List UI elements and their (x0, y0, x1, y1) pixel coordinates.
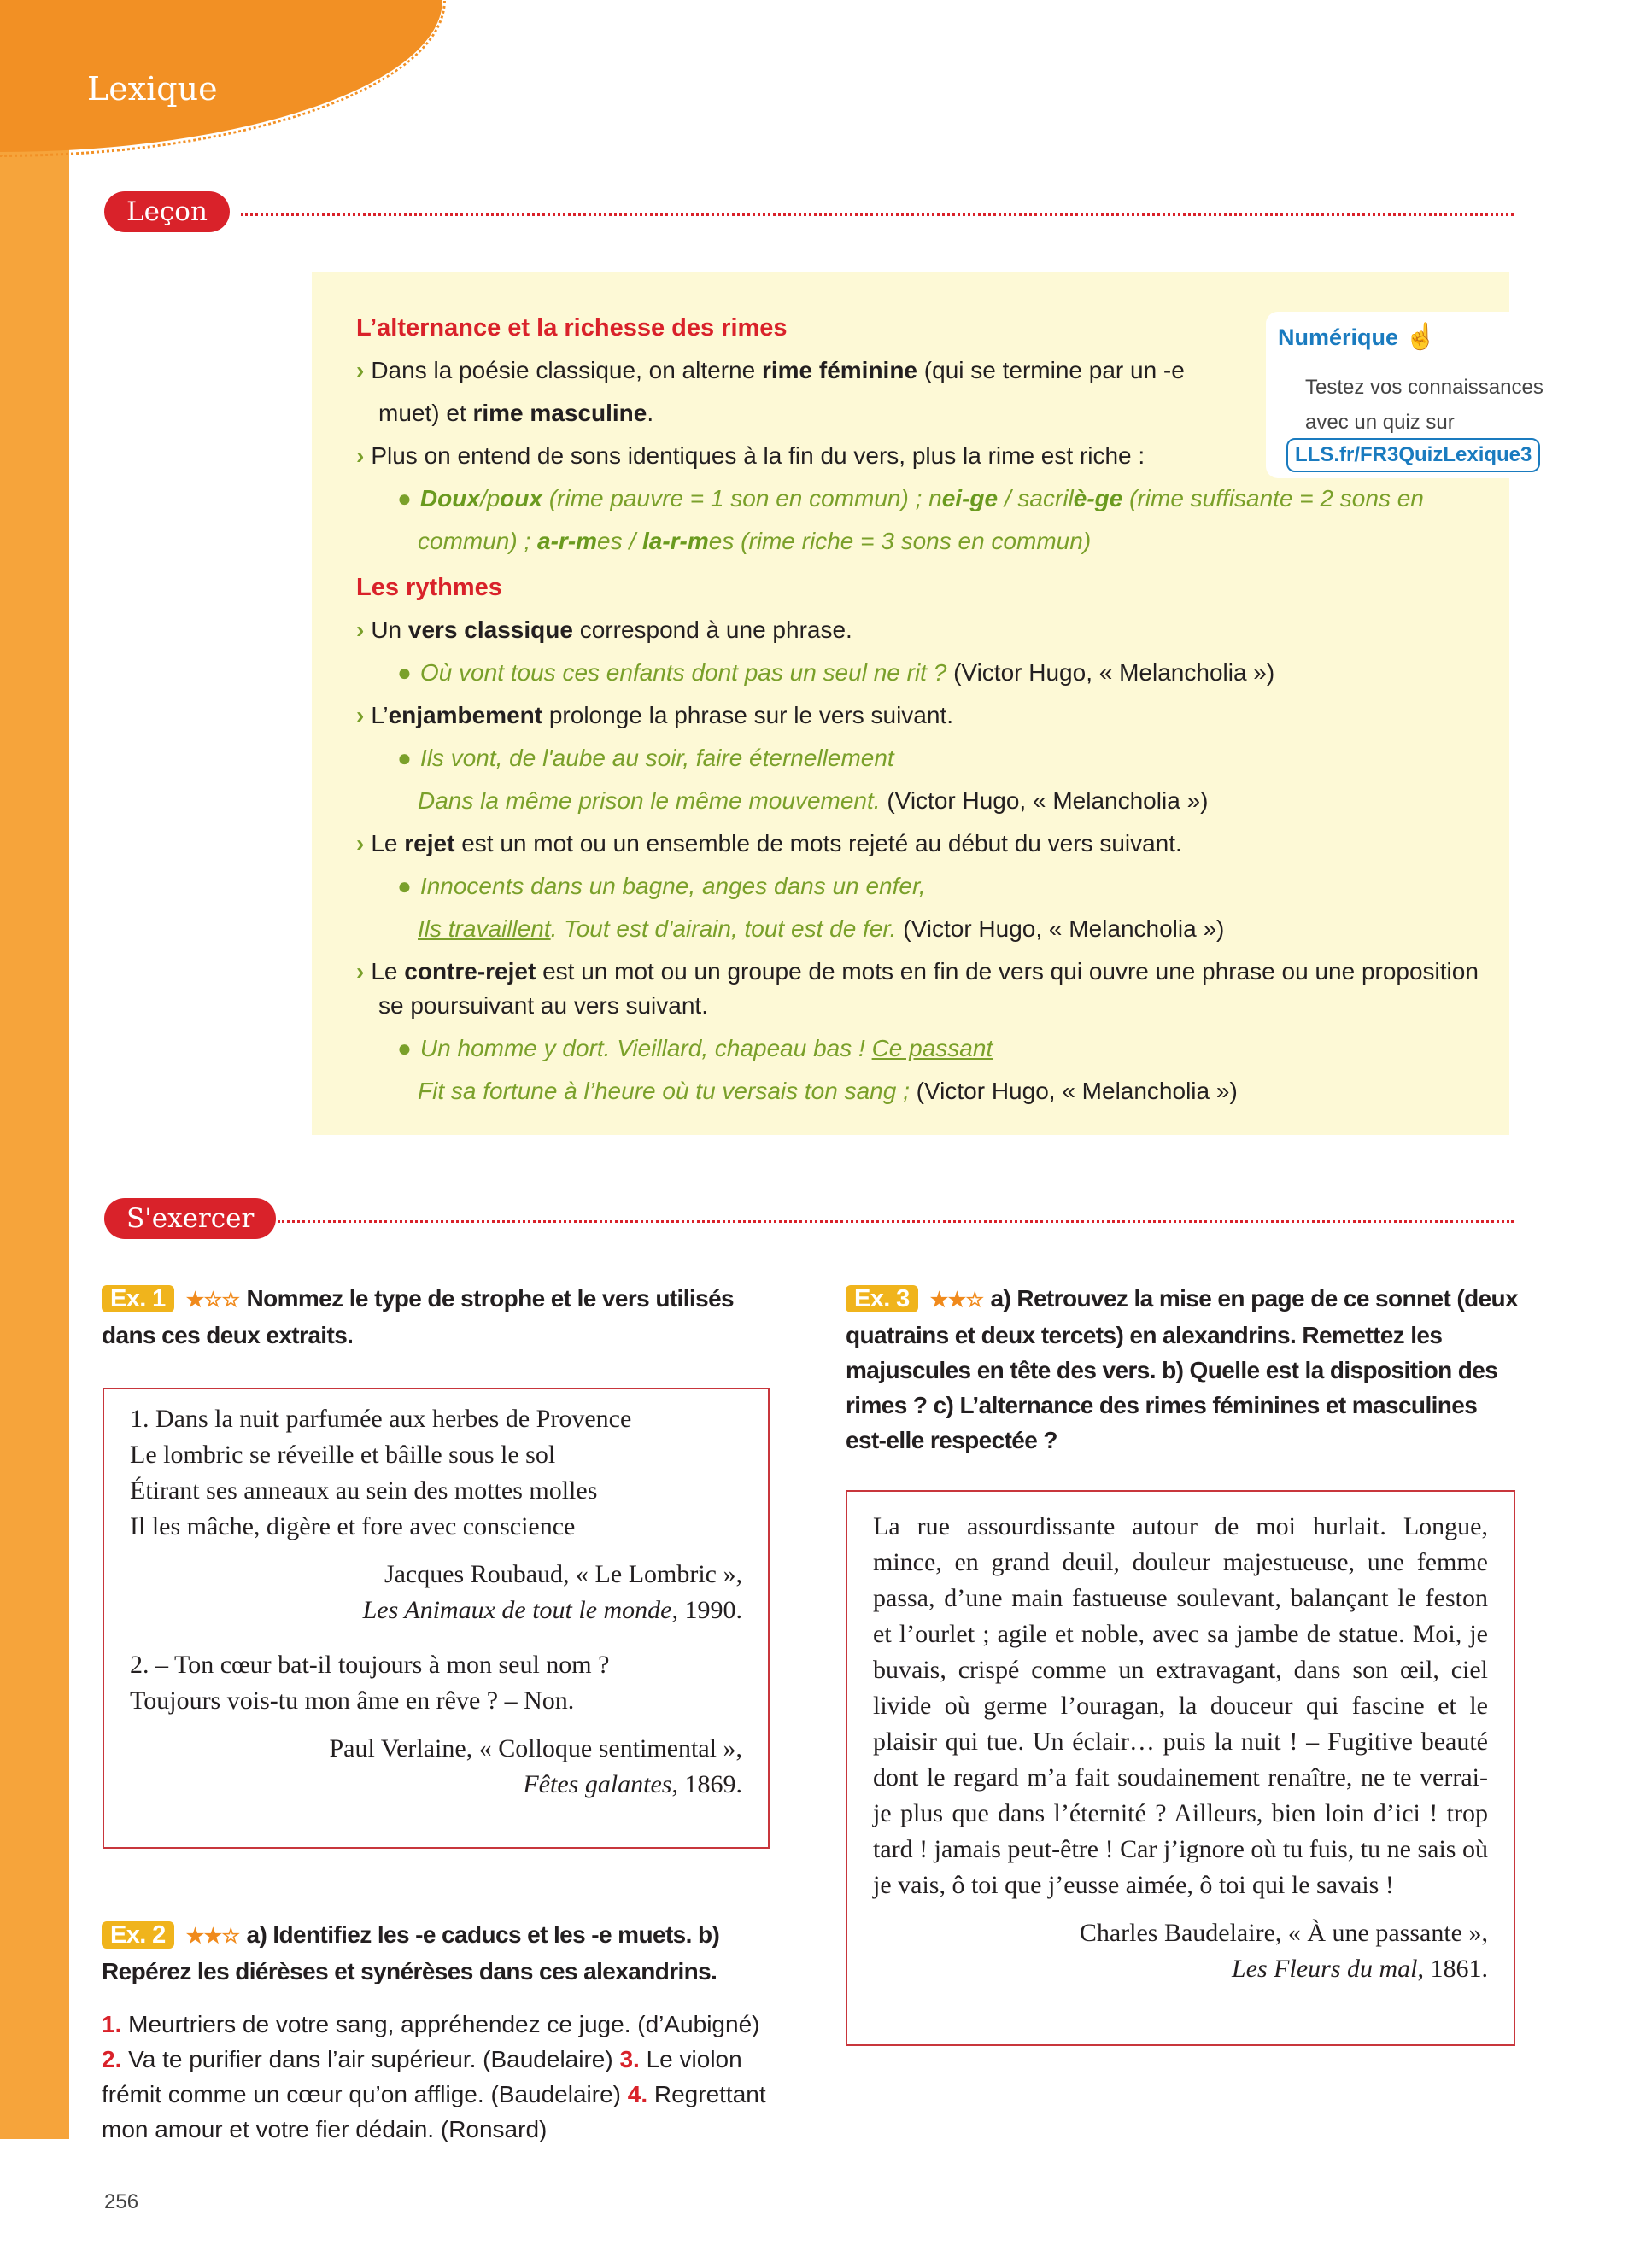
ex2-heading: Ex. 2 ★★☆ a) Identifiez les -e caducs et les -e muets. b) Repérez les diérèses et synérèses dans ces alexandrins. (102, 1921, 720, 1984)
example-rejet: ● Innocents dans un bagne, anges dans un enfer, (397, 873, 926, 899)
bullet-icon: ● (397, 485, 412, 511)
lecon-label: Leçon (104, 191, 230, 232)
rule-richesse: › Plus on entend de sons identiques à la fin du vers, plus la rime est riche : (356, 442, 1145, 469)
source: Paul Verlaine, « Colloque sentimental », Fêtes galantes, 1869. (329, 1734, 742, 1798)
ex1-heading: Ex. 1 ★☆☆ Nommez le type de strophe et le vers utilisés dans ces deux extraits. (102, 1285, 735, 1348)
example-contre-rejet: ● Un homme y dort. Vieillard, chapeau bas ! Ce passant (397, 1035, 993, 1061)
chevron-right-icon: › (356, 617, 365, 643)
ex3-heading: Ex. 3 ★★☆ a) Retrouvez la mise en page de ce sonnet (deux quatrains et deux tercets) en alexandrins. Remettez les majuscules en tête des vers. b) Quelle est la disposition des rimes ? c) L’alternance des rimes féminines et masculines est-elle respectée ? (846, 1285, 1519, 1453)
rule-contre-rejet: › Le contre-rejet est un mot ou un groupe de mots en fin de vers qui ouvre une phrase ou une proposition se poursuivant au vers suivant. (356, 958, 1479, 1019)
example-enjambement: ● Ils vont, de l'aube au soir, faire éternellement (397, 745, 894, 771)
ex2-list: 1. Meurtriers de votre sang, appréhendez ce juge. (d’Aubigné) 2. Va te purifier dans l’air supérieur. (Baudelaire) 3. Le violon frémit comme un cœur qu’on afflige. (Baudelaire) 4. Regrettant mon amour et votre fier dédain. (Ronsard) (102, 2011, 766, 2142)
rule-enjambement: › L’enjambement prolonge la phrase sur le vers suivant. (356, 702, 953, 728)
poem-line: Toujours vois-tu mon âme en rêve ? – Non. (130, 1686, 575, 1715)
ex3-badge: Ex. 3 (846, 1285, 918, 1312)
example-enjambement-line2: Dans la même prison le même mouvement. (Victor Hugo, « Melancholia ») (418, 787, 1209, 814)
ex2-badge: Ex. 2 (102, 1921, 174, 1949)
numerique-text: avec un quiz sur (1305, 411, 1455, 434)
bullet-icon: ● (397, 745, 412, 771)
poem-line: Étirant ses anneaux au sein des mottes molles (130, 1476, 598, 1505)
example-vers: ● Où vont tous ces enfants dont pas un seul ne rit ? (Victor Hugo, « Melancholia ») (397, 659, 1275, 686)
example-contre-rejet-line2: Fit sa fortune à l’heure où tu versais ton sang ; (Victor Hugo, « Melancholia ») (418, 1078, 1238, 1104)
difficulty-stars-icon: ★★☆ (185, 1925, 240, 1948)
header-corner (0, 0, 442, 152)
chevron-right-icon: › (356, 830, 365, 856)
bullet-icon: ● (397, 873, 412, 899)
example-rejet-line2: Ils travaillent. Tout est d'airain, tout est de fer. (Victor Hugo, « Melancholia ») (418, 915, 1225, 942)
heading-rythmes: Les rythmes (356, 574, 502, 601)
difficulty-stars-icon: ★☆☆ (185, 1289, 240, 1312)
poem-line: Il les mâche, digère et fore avec conscience (130, 1512, 576, 1540)
chevron-right-icon: › (356, 958, 365, 985)
numerique-text: Testez vos connaissances (1305, 376, 1543, 399)
rule-alternance: › Dans la poésie classique, on alterne rime féminine (qui se termine par un -e muet) et rime masculine. (356, 357, 1185, 426)
source: Jacques Roubaud, « Le Lombric », Les Animaux de tout le monde, 1990. (362, 1560, 742, 1624)
page-number: 256 (104, 2190, 139, 2213)
ex1-text-box (102, 1388, 770, 1849)
chevron-right-icon: › (356, 702, 365, 728)
section-title: Lexique (87, 70, 218, 108)
poem-line: Le lombric se réveille et bâille sous le sol (130, 1441, 556, 1469)
chevron-right-icon: › (356, 442, 365, 469)
rule-vers-classique: › Un vers classique correspond à une phrase. (356, 617, 852, 643)
chevron-right-icon: › (356, 357, 365, 383)
sonnet-prose: La rue assourdissante autour de moi hurlait. Longue, mince, en grand deuil, douleur majestueuse, une femme passa, d’une main fastueuse soulevant, balançant le feston et l’ourlet ; agile et noble, avec sa jambe de statue. Moi, je buvais, crispé comme un extravagant, dans son œil, ciel livide où germe l’ouragan, la douceur qui fascine et le plaisir qui tue. Un éclair… puis la nuit ! – Fugitive beauté dont le regard m’a fait soudainement renaître, ne te verrai-je plus que dans l’éternité ? Ailleurs, bien loin d’ici ! trop tard ! jamais peut-être ! Car j’ignore où tu fuis, tu ne sais où je vais, ô toi que j’eusse aimée, ô toi qui le savais ! (873, 1512, 1488, 1899)
sidebar-band (0, 0, 69, 2139)
poem-line: 1. Dans la nuit parfumée aux herbes de Provence (130, 1405, 632, 1433)
heading-rimes: L’alternance et la richesse des rimes (356, 314, 788, 342)
bullet-icon: ● (397, 1035, 412, 1061)
difficulty-stars-icon: ★★☆ (929, 1289, 984, 1312)
exercer-label: S'exercer (104, 1198, 276, 1239)
poem-line: 2. – Ton cœur bat-il toujours à mon seul nom ? (130, 1651, 610, 1679)
numerique-title: Numérique ☝ (1278, 323, 1437, 351)
rule-rejet: › Le rejet est un mot ou un ensemble de mots rejeté au début du vers suivant. (356, 830, 1182, 856)
divider (278, 1220, 1514, 1223)
bullet-icon: ● (397, 659, 412, 686)
numerique-box (1266, 312, 1588, 478)
ex1-badge: Ex. 1 (102, 1285, 174, 1312)
ex3-text-box (846, 1490, 1515, 2046)
quiz-link[interactable]: LLS.fr/FR3QuizLexique3 (1286, 438, 1540, 472)
source: Charles Baudelaire, « À une passante », Les Fleurs du mal, 1861. (1079, 1919, 1488, 1983)
pointer-hand-icon: ☝ (1404, 323, 1437, 351)
divider (241, 213, 1514, 216)
example-rimes: ● Doux/poux (rime pauvre = 1 son en commun) ; nei-ge / sacrilè-ge (rime suffisante = 2 sons en commun) ; a-r-mes / la-r-mes (rime riche = 3 sons en commun) (397, 485, 1424, 554)
